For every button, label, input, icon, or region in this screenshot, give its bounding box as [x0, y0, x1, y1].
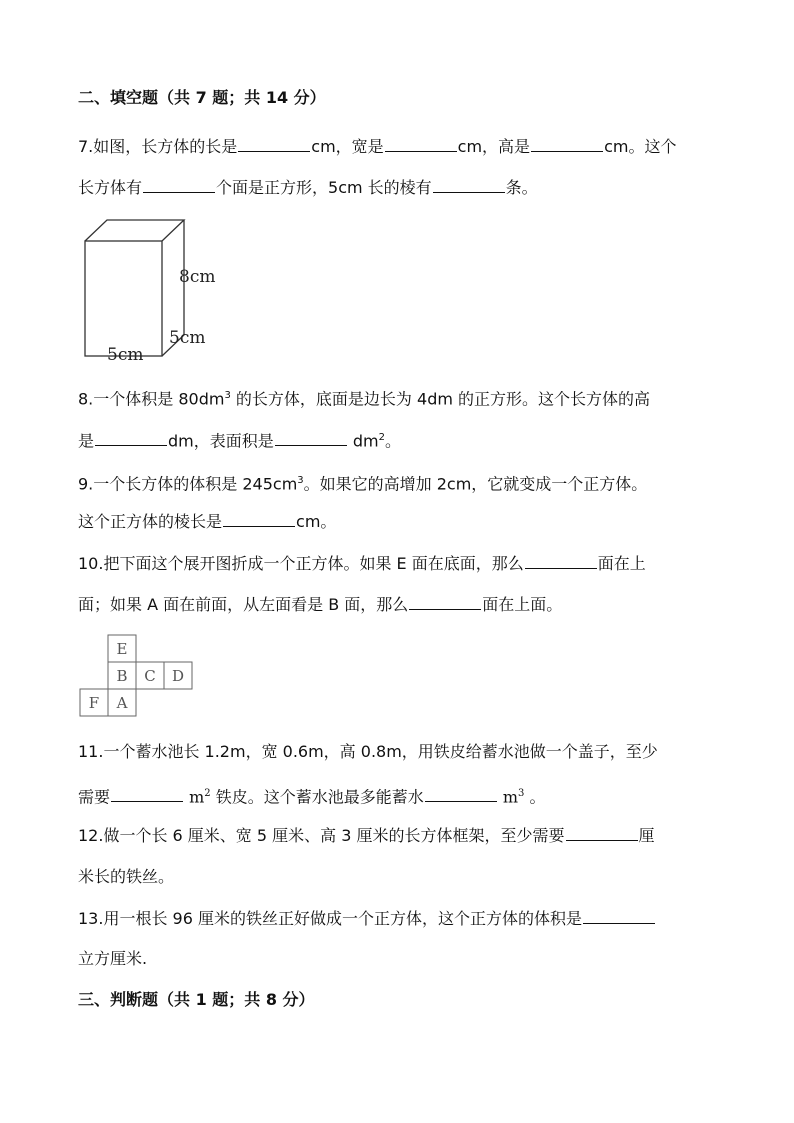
q7-blank-length[interactable] — [238, 137, 310, 152]
q10-blank-top-2[interactable] — [409, 595, 481, 610]
q8-blank-surface-area[interactable] — [275, 431, 347, 446]
q13-line-1: 13.用一根长 96 厘米的铁丝正好做成一个正方体，这个正方体的体积是 — [78, 908, 656, 930]
q9-line-1: 9.一个长方体的体积是 $245cm^3$。如果它的高增加 2cm，它就变成一个正方体。 — [78, 474, 648, 494]
cuboid-front-face — [85, 241, 162, 356]
q9-line-2: 这个正方体的棱长是 cm。 — [78, 512, 337, 531]
q10-line-1: 10.把下面这个展开图折成一个正方体。如果 E 面在底面，那么 面在上 — [78, 554, 646, 573]
q11-line-2: 需要 $m^2$ 铁皮。这个蓄水池最多能蓄水 $m^3$ 。 — [78, 787, 546, 807]
net-label-d: D — [171, 667, 185, 685]
q12-line-1: 12.做一个长 6 厘米、宽 5 厘米、高 3 厘米的长方体框架，至少需要 厘 — [78, 826, 655, 845]
cuboid-length-label: 5cm — [107, 345, 144, 365]
section-judge-title: 三、判断题（共 1 题；共 8 分） — [78, 990, 315, 1009]
q10-blank-top-1[interactable] — [525, 554, 597, 569]
q13-blank-volume[interactable] — [583, 909, 655, 924]
net-label-f: F — [88, 694, 100, 712]
cuboid-width-label: 5cm — [169, 328, 206, 348]
section-fill-title: 二、填空题（共 7 题；共 14 分） — [78, 88, 326, 107]
cuboid-height-label: 8cm — [179, 267, 216, 287]
cuboid-top-face — [85, 220, 184, 241]
net-label-a: A — [116, 694, 128, 712]
net-label-c: C — [144, 667, 156, 685]
q10-line-2: 面；如果 A 面在前面，从左面看是 B 面，那么 面在上面。 — [78, 595, 563, 614]
q7-blank-edge-count[interactable] — [433, 178, 505, 193]
q13-line-2: 立方厘米. — [78, 949, 148, 968]
q8-blank-height[interactable] — [95, 431, 167, 446]
q11-blank-volume[interactable] — [425, 787, 497, 802]
net-label-b: B — [116, 667, 128, 685]
q7-line-1: 7.如图，长方体的长是 cm，宽是 cm，高是 cm。这个 — [78, 137, 677, 156]
q11-blank-area[interactable] — [111, 787, 183, 802]
net-label-e: E — [116, 640, 128, 658]
cuboid-figure — [78, 215, 228, 365]
q7-line-2: 长方体有 个面是正方形，5cm 长的棱有 条。 — [78, 178, 538, 197]
q11-line-1: 11.一个蓄水池长 1.2m，宽 0.6m，高 0.8m，用铁皮给蓄水池做一个盖子，至少 — [78, 742, 658, 761]
q12-line-2: 米长的铁丝。 — [78, 867, 175, 886]
q7-blank-width[interactable] — [385, 137, 457, 152]
q12-blank-wire[interactable] — [566, 826, 638, 841]
q7-blank-square-faces[interactable] — [143, 178, 215, 193]
q8-line-2: 是 dm，表面积是 $dm^2$。 — [78, 431, 401, 451]
q7-blank-height[interactable] — [531, 137, 603, 152]
q8-line-1: 8.一个体积是 $80dm^3$ 的长方体，底面是边长为 4dm 的正方形。这个长方体的高 — [78, 389, 651, 409]
cube-net-figure — [78, 633, 198, 723]
q9-blank-edge[interactable] — [223, 512, 295, 527]
